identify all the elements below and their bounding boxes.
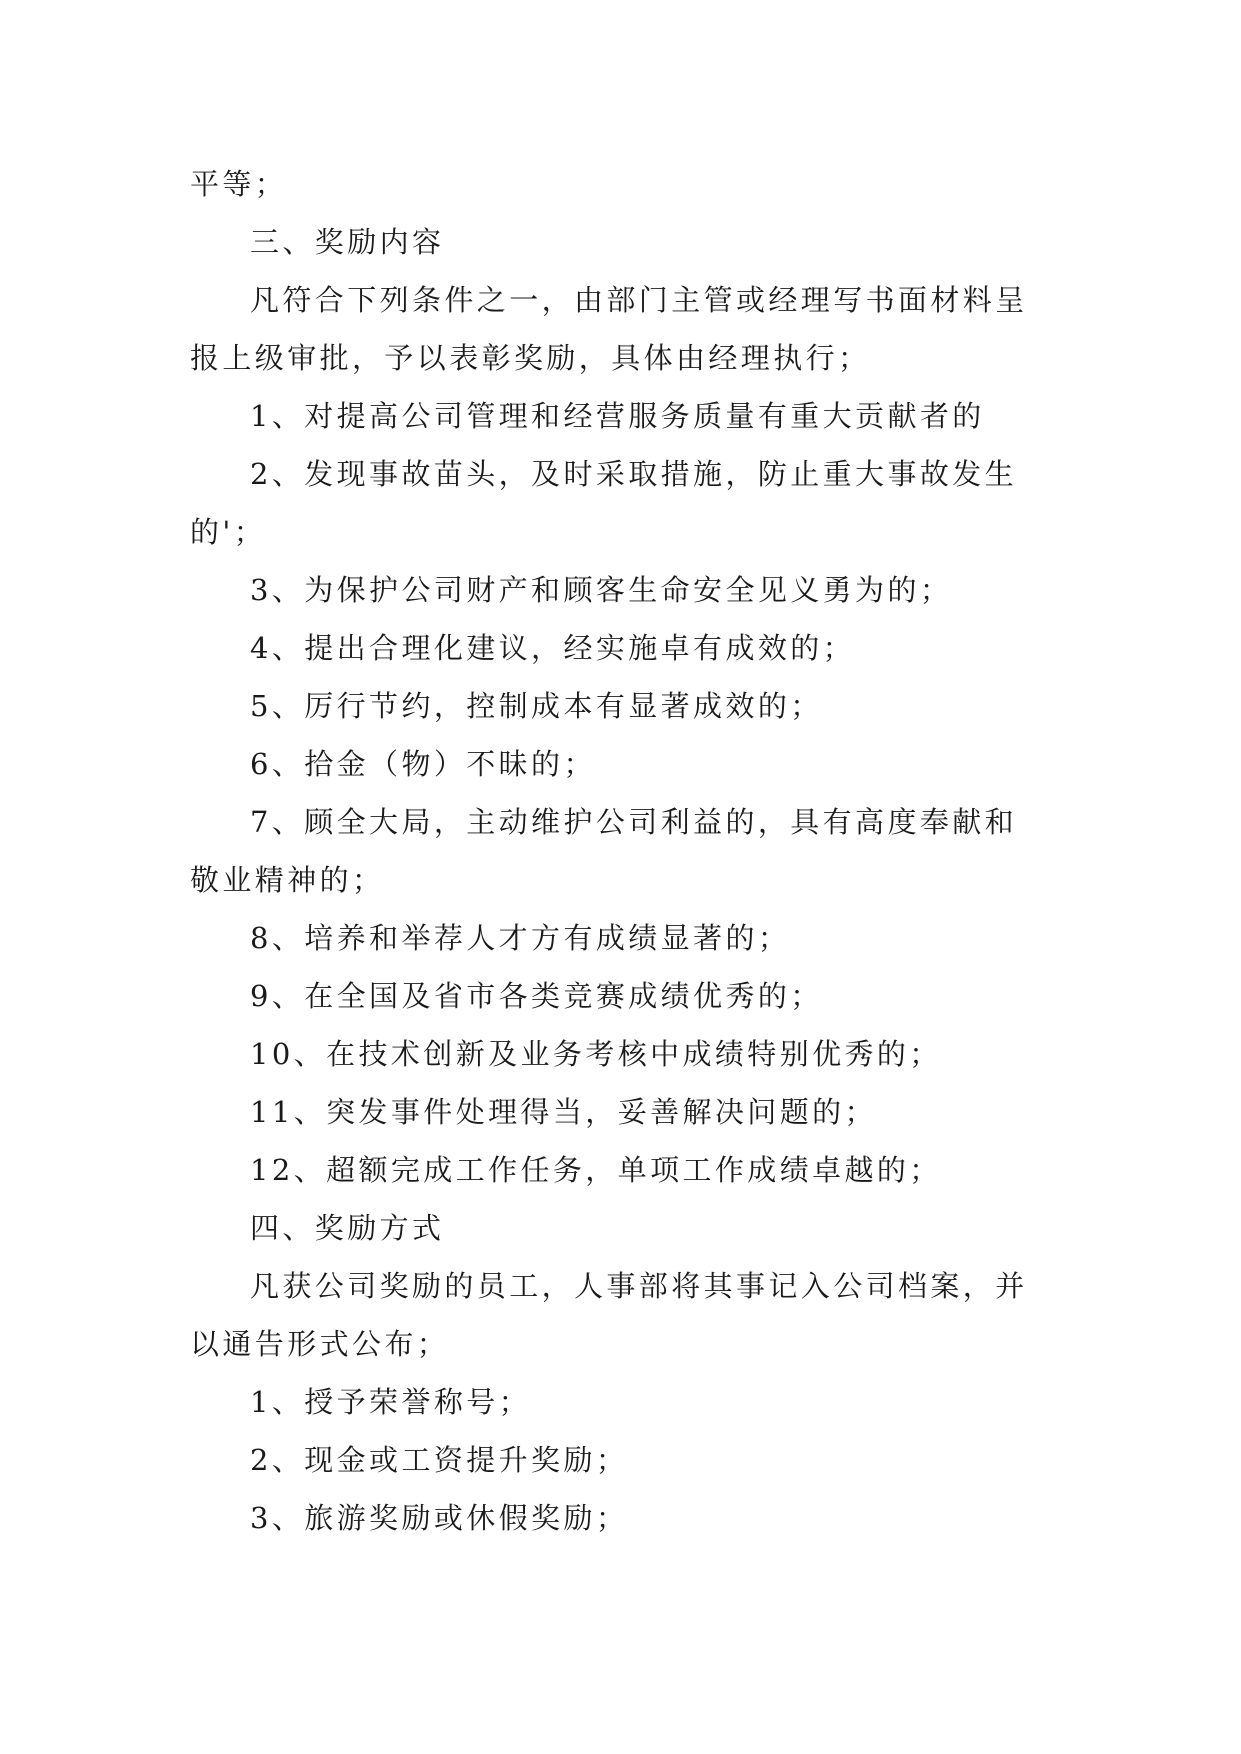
text-line: 凡获公司奖励的员工，人事部将其事记入公司档案，并 xyxy=(250,1269,1028,1303)
list-item: 6、拾金（物）不昧的； xyxy=(250,747,596,781)
list-item: 9、在全国及省市各类竞赛成绩优秀的； xyxy=(250,979,823,1013)
list-item: 3、为保护公司财产和顾客生命安全见义勇为的； xyxy=(250,573,953,607)
text-line: 敬业精神的； xyxy=(190,863,385,897)
list-item: 1、授予荣誉称号； xyxy=(250,1385,532,1419)
list-item: 2、现金或工资提升奖励； xyxy=(250,1443,629,1477)
text-line: 以通告形式公布； xyxy=(190,1327,450,1361)
list-item: 8、培养和举荐人才方有成绩显著的； xyxy=(250,921,791,955)
text-line: 平等； xyxy=(190,167,288,201)
text-line: 凡符合下列条件之一，由部门主管或经理写书面材料呈 xyxy=(250,283,1028,317)
list-item: 12、超额完成工作任务，单项工作成绩卓越的； xyxy=(250,1153,942,1187)
document-body xyxy=(190,155,1050,1547)
section-heading: 四、奖励方式 xyxy=(250,1211,445,1245)
list-item: 7、顾全大局，主动维护公司利益的，具有高度奉献和 xyxy=(250,805,1018,839)
list-item: 11、突发事件处理得当，妥善解决问题的； xyxy=(250,1095,877,1129)
list-item: 3、旅游奖励或休假奖励； xyxy=(250,1501,629,1535)
list-item: 5、厉行节约，控制成本有显著成效的； xyxy=(250,689,823,723)
list-item: 4、提出合理化建议，经实施卓有成效的； xyxy=(250,631,856,665)
text-line: 的'； xyxy=(190,515,267,549)
list-item: 10、在技术创新及业务考核中成绩特别优秀的； xyxy=(250,1037,942,1071)
list-item: 1、对提高公司管理和经营服务质量有重大贡献者的 xyxy=(250,399,985,433)
section-heading: 三、奖励内容 xyxy=(250,225,445,259)
text-line: 报上级审批，予以表彰奖励，具体由经理执行； xyxy=(190,341,871,375)
list-item: 2、发现事故苗头，及时采取措施，防止重大事故发生 xyxy=(250,457,1018,491)
